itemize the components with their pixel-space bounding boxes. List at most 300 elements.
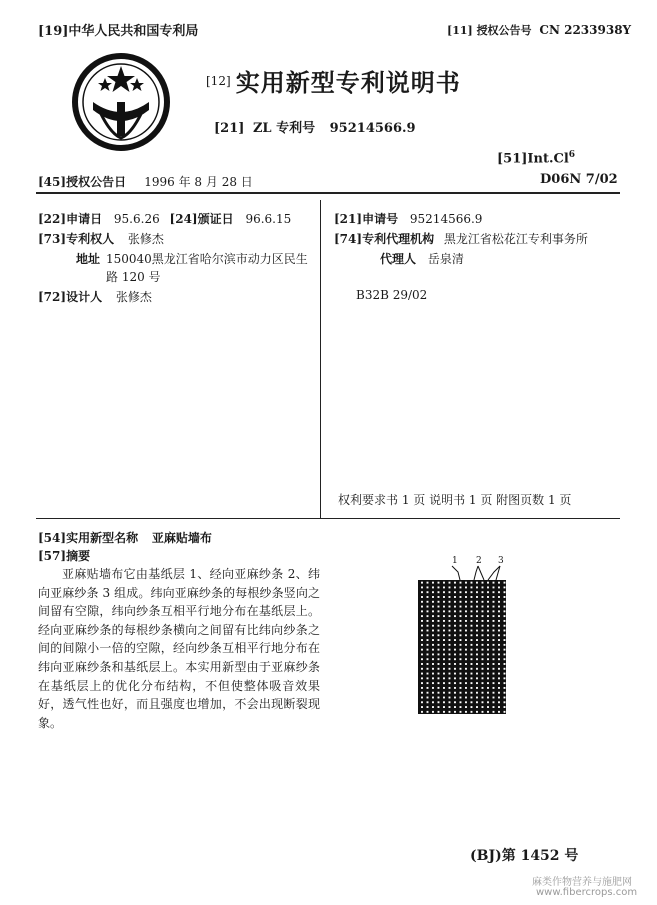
weave-gap <box>460 687 462 689</box>
weave-gap <box>476 711 478 713</box>
weave-gap <box>498 606 500 608</box>
weave-gap <box>476 586 478 588</box>
weave-gap <box>460 673 462 675</box>
weave-gap <box>471 615 473 617</box>
weave-gap <box>438 615 440 617</box>
weave-gap <box>421 682 423 684</box>
weave-gap <box>449 673 451 675</box>
weave-gap <box>465 682 467 684</box>
weave-gap <box>460 582 462 584</box>
weave-gap <box>493 649 495 651</box>
weave-gap <box>487 582 489 584</box>
figure-label-2: 2 <box>476 556 482 566</box>
weave-gap <box>443 582 445 584</box>
weave-gap <box>449 663 451 665</box>
weave-gap <box>482 610 484 612</box>
weave-gap <box>476 697 478 699</box>
classification-superscript: 6 <box>568 150 576 160</box>
weave-gap <box>438 630 440 632</box>
weave-gap <box>471 673 473 675</box>
weave-gap <box>421 687 423 689</box>
weave-gap <box>482 620 484 622</box>
header-rule <box>36 192 620 194</box>
weave-gap <box>427 668 429 670</box>
pub-number: CN 2233938Y <box>539 23 632 37</box>
weave-gap <box>471 668 473 670</box>
weave-gap <box>438 634 440 636</box>
weave-gap <box>504 630 506 632</box>
weave-gap <box>487 586 489 588</box>
weave-gap <box>454 649 456 651</box>
weave-gap <box>504 606 506 608</box>
weave-gap <box>498 596 500 598</box>
office-name: 中华人民共和国专利局 <box>68 24 199 39</box>
weave-gap <box>504 591 506 593</box>
weave-gap <box>432 639 434 641</box>
weave-gap <box>454 677 456 679</box>
weave-gap <box>471 586 473 588</box>
weave-gap <box>438 663 440 665</box>
weave-gap <box>465 596 467 598</box>
weave-gap <box>471 620 473 622</box>
type-code: [12] <box>206 74 231 88</box>
weave-gap <box>493 582 495 584</box>
weave-gap <box>454 606 456 608</box>
weave-gap <box>471 639 473 641</box>
weave-gap <box>427 687 429 689</box>
weave-gap <box>443 701 445 703</box>
weave-gap <box>471 697 473 699</box>
weave-gap <box>487 682 489 684</box>
weave-gap <box>443 634 445 636</box>
weave-gap <box>449 697 451 699</box>
weave-gap <box>460 601 462 603</box>
weave-gap <box>432 663 434 665</box>
weave-gap <box>454 639 456 641</box>
weave-gap <box>476 639 478 641</box>
weave-gap <box>504 687 506 689</box>
weave-gap <box>443 639 445 641</box>
weave-gap <box>476 610 478 612</box>
weave-gap <box>438 668 440 670</box>
weave-gap <box>493 706 495 708</box>
weave-gap <box>443 610 445 612</box>
weave-gap <box>482 615 484 617</box>
weave-gap <box>493 630 495 632</box>
weave-gap <box>432 673 434 675</box>
watermark-line-2: www.fibercrops.com <box>536 887 638 898</box>
weave-gap <box>482 692 484 694</box>
weave-gap <box>454 625 456 627</box>
weave-gap <box>482 586 484 588</box>
weave-gap <box>460 658 462 660</box>
weave-gap <box>482 639 484 641</box>
weave-gap <box>427 649 429 651</box>
weave-gap <box>432 634 434 636</box>
weave-gap <box>487 606 489 608</box>
weave-gap <box>454 620 456 622</box>
weave-gap <box>427 697 429 699</box>
weave-gap <box>465 697 467 699</box>
patent-holder: 张修杰 <box>127 232 164 246</box>
weave-gap <box>471 634 473 636</box>
weave-gap <box>487 711 489 713</box>
weave-gap <box>432 625 434 627</box>
weave-gap <box>443 663 445 665</box>
office-code: [19] <box>38 24 69 39</box>
weave-gap <box>427 653 429 655</box>
weave-gap <box>460 591 462 593</box>
weave-gap <box>460 634 462 636</box>
weave-gap <box>460 697 462 699</box>
weave-gap <box>476 653 478 655</box>
weave-gap <box>438 692 440 694</box>
weave-gap <box>421 658 423 660</box>
weave-gap <box>427 658 429 660</box>
weave-gap <box>504 677 506 679</box>
weave-gap <box>482 663 484 665</box>
weave-gap <box>449 701 451 703</box>
weave-gap <box>471 601 473 603</box>
weave-gap <box>493 673 495 675</box>
weave-gap <box>471 653 473 655</box>
weave-gap <box>454 668 456 670</box>
weave-gap <box>471 658 473 660</box>
weave-gap <box>493 653 495 655</box>
weave-gap <box>449 606 451 608</box>
patent-holder-row: [73]专利权人 张修杰 <box>38 232 164 246</box>
weave-gap <box>504 644 506 646</box>
weave-gap <box>421 677 423 679</box>
weave-gap <box>493 591 495 593</box>
weave-gap <box>482 687 484 689</box>
application-date: 95.6.26 <box>113 212 160 226</box>
weave-gap <box>465 663 467 665</box>
announce-label: 授权公告日 <box>66 175 127 189</box>
weave-gap <box>438 591 440 593</box>
weave-gap <box>487 706 489 708</box>
weave-gap <box>476 673 478 675</box>
weave-gap <box>487 601 489 603</box>
address-row: 地址 <box>76 252 101 266</box>
weave-gap <box>421 644 423 646</box>
weave-gap <box>504 586 506 588</box>
document-code: (BJ)第 1452 号 <box>470 848 579 864</box>
weave-gap <box>421 634 423 636</box>
weave-gap <box>421 625 423 627</box>
weave-gap <box>427 620 429 622</box>
weave-gap <box>471 701 473 703</box>
weave-gap <box>493 610 495 612</box>
weave-gap <box>482 673 484 675</box>
weave-gap <box>427 706 429 708</box>
weave-gap <box>421 692 423 694</box>
weave-gap <box>504 663 506 665</box>
weave-gap <box>493 658 495 660</box>
weave-gap <box>438 653 440 655</box>
weave-gap <box>449 610 451 612</box>
national-emblem-logo <box>71 52 171 152</box>
weave-gap <box>476 701 478 703</box>
weave-gap <box>454 630 456 632</box>
weave-gap <box>427 682 429 684</box>
weave-gap <box>493 615 495 617</box>
weave-gap <box>454 610 456 612</box>
application-date-row: [22]申请日 95.6.26 [24]颁证日 96.6.15 <box>38 212 292 226</box>
weave-gap <box>449 591 451 593</box>
weave-gap <box>421 615 423 617</box>
wallcloth-weave-figure <box>418 580 506 714</box>
weave-gap <box>476 601 478 603</box>
weave-gap <box>482 653 484 655</box>
weave-gap <box>482 606 484 608</box>
weave-gap <box>438 610 440 612</box>
weave-gap <box>504 701 506 703</box>
weave-gap <box>454 591 456 593</box>
weave-gap <box>432 649 434 651</box>
weave-gap <box>482 644 484 646</box>
weave-gap <box>427 677 429 679</box>
weave-gap <box>427 701 429 703</box>
weave-gap <box>421 701 423 703</box>
weave-gap <box>443 658 445 660</box>
weave-gap <box>465 615 467 617</box>
document-type-title <box>206 63 461 98</box>
weave-gap <box>449 644 451 646</box>
weave-gap <box>504 639 506 641</box>
weave-gap <box>487 625 489 627</box>
weave-gap <box>460 649 462 651</box>
weave-gap <box>498 711 500 713</box>
weave-gap <box>504 682 506 684</box>
weave-gap <box>454 706 456 708</box>
weave-gap <box>465 673 467 675</box>
figure-label-3: 3 <box>498 556 504 566</box>
weave-gap <box>493 644 495 646</box>
weave-gap <box>471 610 473 612</box>
weave-gap <box>432 701 434 703</box>
weave-gap <box>482 677 484 679</box>
weave-gap <box>449 625 451 627</box>
weave-gap <box>427 639 429 641</box>
weave-gap <box>493 596 495 598</box>
weave-gap <box>454 615 456 617</box>
weave-gap <box>493 692 495 694</box>
weave-gap <box>443 682 445 684</box>
figure-labels <box>418 556 508 580</box>
weave-gap <box>471 649 473 651</box>
weave-gap <box>432 653 434 655</box>
weave-gap <box>432 601 434 603</box>
weave-gap <box>438 697 440 699</box>
weave-gap <box>487 668 489 670</box>
weave-gap <box>421 610 423 612</box>
type-title: 实用新型专利说明书 <box>235 68 461 97</box>
weave-gap <box>476 634 478 636</box>
weave-gap <box>443 687 445 689</box>
weave-gap <box>449 586 451 588</box>
weave-gap <box>465 692 467 694</box>
weave-gap <box>498 706 500 708</box>
weave-gap <box>449 692 451 694</box>
patent-number: 95214566.9 <box>329 121 416 136</box>
patent-label: ZL 专利号 <box>252 121 316 136</box>
weave-gap <box>432 682 434 684</box>
weave-gap <box>476 625 478 627</box>
weave-gap <box>504 634 506 636</box>
weave-gap <box>498 630 500 632</box>
weave-gap <box>438 711 440 713</box>
weave-gap <box>432 668 434 670</box>
weave-gap <box>487 620 489 622</box>
weave-gap <box>443 601 445 603</box>
weave-gap <box>504 668 506 670</box>
weave-gap <box>421 586 423 588</box>
weave-gap <box>498 591 500 593</box>
abstract-text-block <box>38 565 320 732</box>
weave-gap <box>465 687 467 689</box>
weave-gap <box>498 615 500 617</box>
weave-gap <box>471 625 473 627</box>
weave-gap <box>427 711 429 713</box>
weave-gap <box>498 668 500 670</box>
weave-gap <box>460 711 462 713</box>
application-number-row: [21]申请号 95214566.9 <box>334 212 483 226</box>
weave-gap <box>438 601 440 603</box>
weave-gap <box>482 701 484 703</box>
weave-gap <box>487 649 489 651</box>
classification-code: [51] <box>497 151 528 167</box>
weave-gap <box>493 639 495 641</box>
weave-gap <box>487 596 489 598</box>
weave-gap <box>504 601 506 603</box>
weave-gap <box>427 630 429 632</box>
weave-gap <box>487 663 489 665</box>
weave-gap <box>493 606 495 608</box>
weave-gap <box>449 711 451 713</box>
weave-gap <box>449 653 451 655</box>
weave-gap <box>421 606 423 608</box>
weave-gap <box>471 687 473 689</box>
patent-number-block <box>214 117 416 136</box>
weave-gap <box>482 591 484 593</box>
weave-gap <box>443 697 445 699</box>
weave-gap <box>493 663 495 665</box>
weave-gap <box>432 582 434 584</box>
announce-date: 1996 年 8 月 28 日 <box>144 175 253 189</box>
weave-gap <box>454 701 456 703</box>
weave-gap <box>449 630 451 632</box>
weave-gap <box>498 601 500 603</box>
weave-gap <box>432 630 434 632</box>
weave-gap <box>449 615 451 617</box>
weave-gap <box>432 586 434 588</box>
weave-gap <box>449 649 451 651</box>
weave-gap <box>498 644 500 646</box>
weave-gap <box>432 706 434 708</box>
weave-gap <box>427 582 429 584</box>
weave-gap <box>487 591 489 593</box>
weave-gap <box>421 711 423 713</box>
pub-code: [11] <box>447 24 473 37</box>
weave-gap <box>476 591 478 593</box>
weave-gap <box>443 692 445 694</box>
weave-gap <box>493 586 495 588</box>
agency: 黑龙江省松花江专利事务所 <box>443 232 588 246</box>
weave-gap <box>465 701 467 703</box>
weave-gap <box>449 582 451 584</box>
weave-gap <box>487 697 489 699</box>
weave-gap <box>460 692 462 694</box>
designer: 张修杰 <box>115 290 152 304</box>
weave-gap <box>438 625 440 627</box>
weave-gap <box>421 668 423 670</box>
weave-gap <box>504 582 506 584</box>
weave-gap <box>504 615 506 617</box>
weave-gap <box>454 644 456 646</box>
weave-gap <box>493 701 495 703</box>
weave-gap <box>487 658 489 660</box>
weave-gap <box>482 711 484 713</box>
weave-gap <box>421 639 423 641</box>
weave-gap <box>482 706 484 708</box>
utility-model-title-row: [54]实用新型名称 亚麻贴墙布 <box>38 531 212 545</box>
weave-gap <box>454 687 456 689</box>
weave-gap <box>443 711 445 713</box>
weave-gap <box>438 673 440 675</box>
weave-gap <box>460 610 462 612</box>
weave-gap <box>443 591 445 593</box>
weave-gap <box>482 634 484 636</box>
weave-gap <box>421 620 423 622</box>
weave-gap <box>443 706 445 708</box>
weave-gap <box>454 582 456 584</box>
weave-gap <box>438 606 440 608</box>
weave-gap <box>460 620 462 622</box>
weave-gap <box>421 663 423 665</box>
weave-gap <box>454 692 456 694</box>
weave-gap <box>432 610 434 612</box>
weave-gap <box>421 653 423 655</box>
weave-gap <box>438 701 440 703</box>
weave-gap <box>498 677 500 679</box>
weave-gap <box>443 615 445 617</box>
weave-gap <box>493 687 495 689</box>
weave-gap <box>432 644 434 646</box>
weave-gap <box>482 601 484 603</box>
weave-gap <box>432 658 434 660</box>
weave-gap <box>449 658 451 660</box>
weave-gap <box>449 634 451 636</box>
weave-gap <box>504 697 506 699</box>
weave-gap <box>476 620 478 622</box>
weave-gap <box>482 697 484 699</box>
weave-gap <box>498 658 500 660</box>
weave-gap <box>454 663 456 665</box>
weave-gap <box>438 687 440 689</box>
weave-gap <box>460 596 462 598</box>
figure-leader-lines <box>418 556 508 580</box>
weave-gap <box>465 649 467 651</box>
weave-gap <box>476 682 478 684</box>
weave-gap <box>449 620 451 622</box>
weave-gap <box>427 586 429 588</box>
weave-gap <box>427 615 429 617</box>
weave-gap <box>465 639 467 641</box>
weave-gap <box>471 582 473 584</box>
weave-gap <box>465 677 467 679</box>
weave-gap <box>449 668 451 670</box>
